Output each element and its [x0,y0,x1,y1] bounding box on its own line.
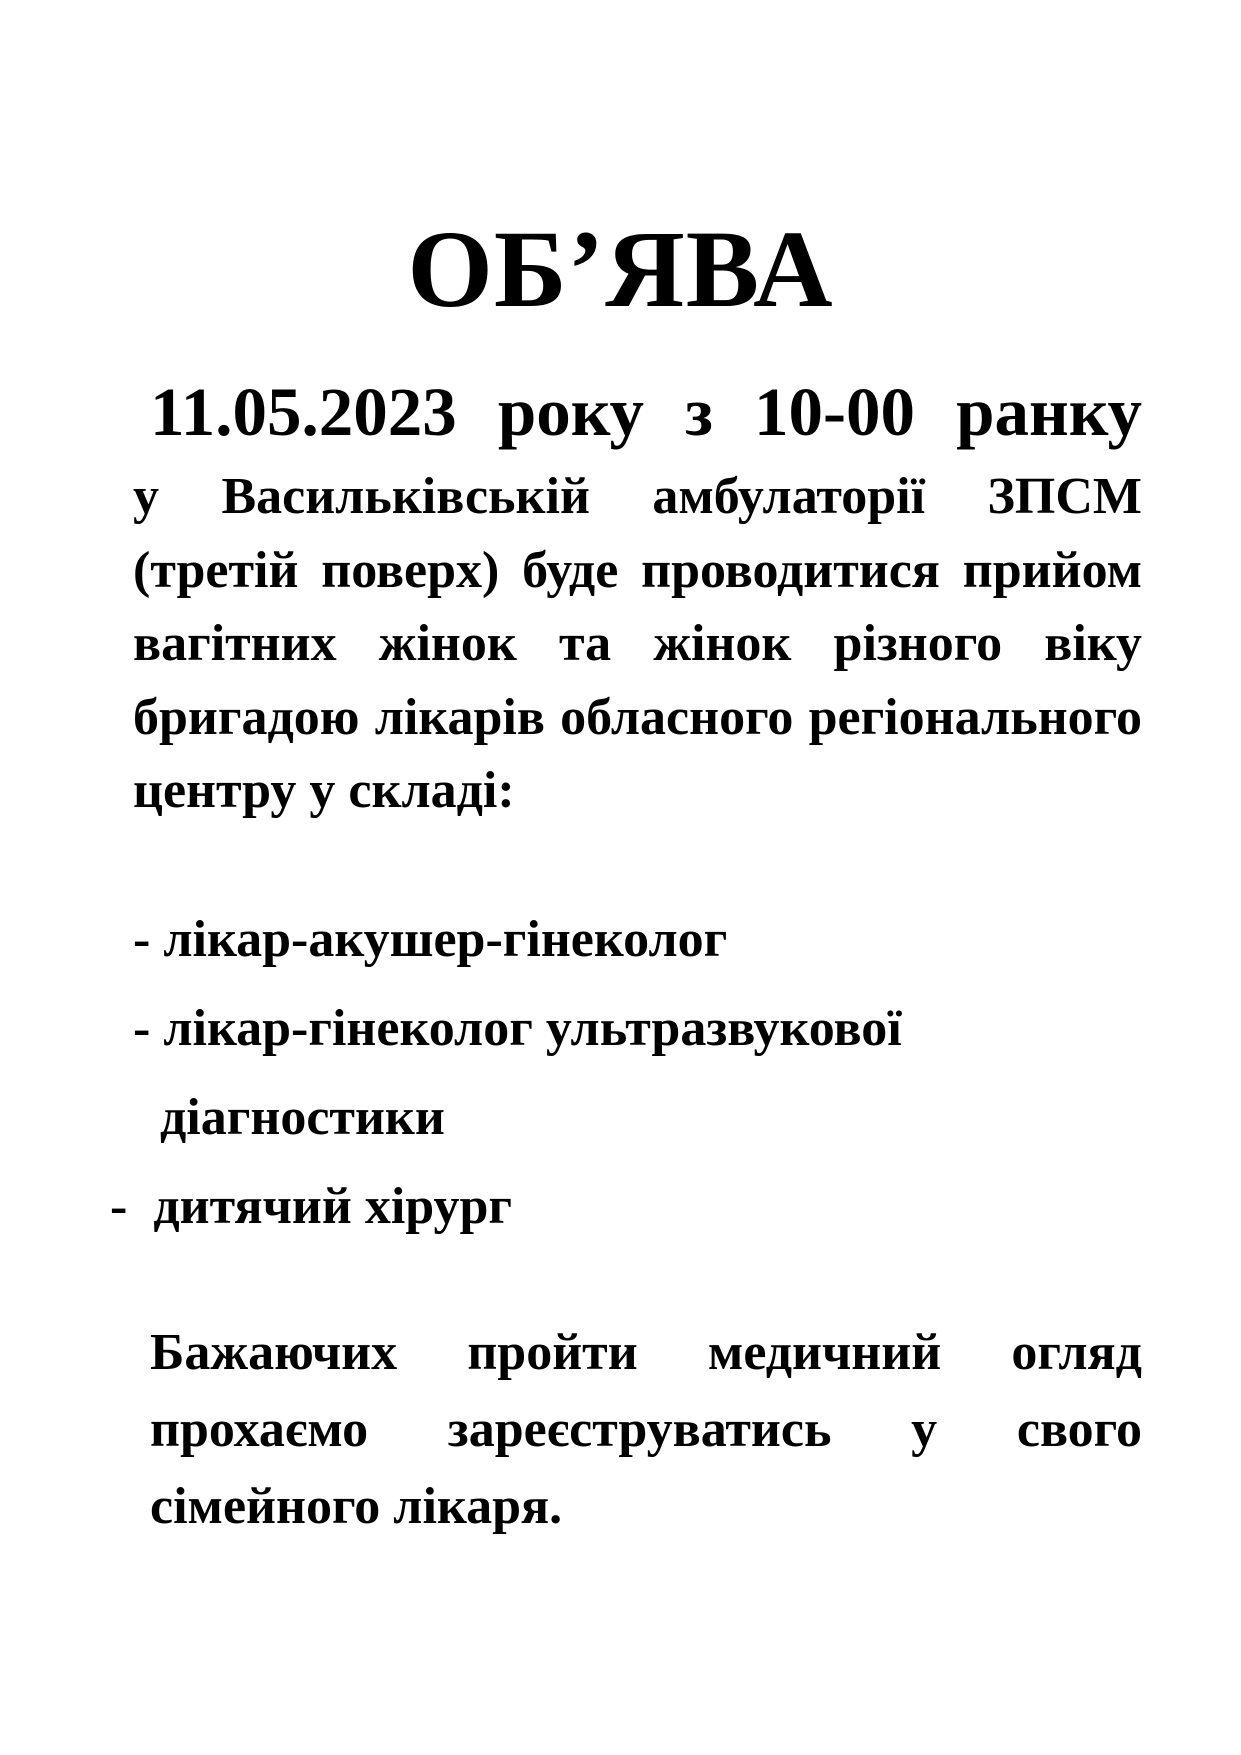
specialist-item-pediatric-surgeon: - дитячий хірург [110,1178,513,1235]
specialist-item-obstetrician: - лікар-акушер-гінеколог [133,911,728,968]
announcement-date-line: 11.05.2023 року з 10-00 ранку [150,374,1142,450]
announcement-title: ОБ’ЯВА [407,208,834,330]
specialist-item-ultrasound-gynecologist: - лікар-гінеколог ультразвукової [133,1000,902,1057]
announcement-body: у Васильківській амбулаторії ЗПСМ (третій поверх) буде проводитися прийом вагітних жінок та жінок різного віку бригадою лікарів обласного регіонального центру у складі: [133,468,1142,819]
announcement-closing: Бажаючих пройти медичний огляд прохаємо зареєструватись у свого сімейного лікаря. [150,1324,1142,1535]
specialist-item-ultrasound-continuation: діагностики [160,1089,445,1146]
